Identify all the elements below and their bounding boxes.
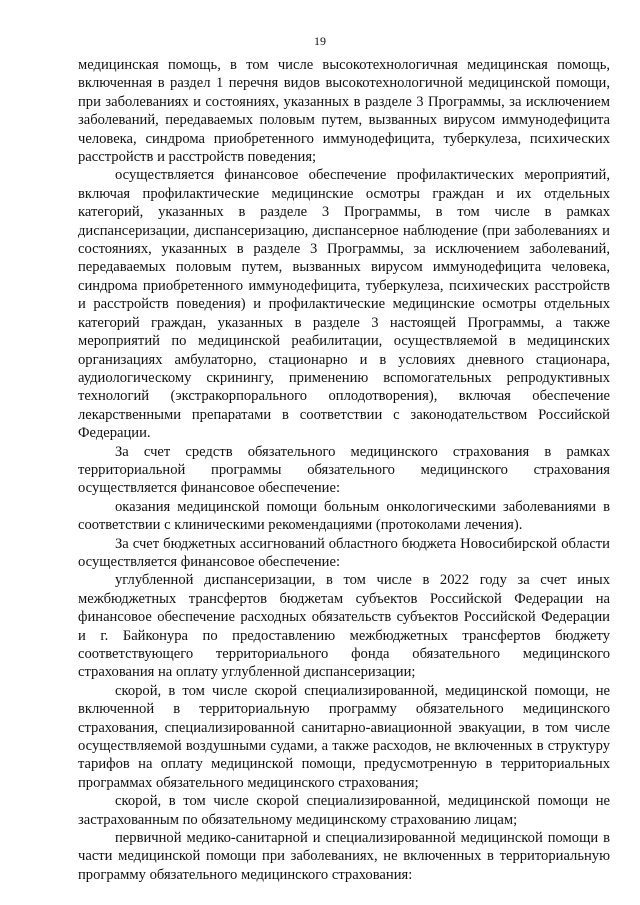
page-number: 19 — [314, 34, 326, 48]
paragraph: За счет бюджетных ассигнований областного бюджета Новосибирской области осуществляется финансовое обеспечение: — [78, 535, 610, 570]
paragraph: медицинская помощь, в том числе высокотехнологичная медицинская помощь, включенная в раздел 1 перечня видов высокотехнологичной медицинской помощи, при заболеваниях и состояниях, указанных в разделе 3 Программы, за исключением заболеваний, передаваемых половым путем, вызванных вирусом иммунодефицита человека, синдрома приобретенного иммунодефицита, туберкулеза, психических расстройств и расстройств поведения; — [78, 57, 610, 166]
paragraph: оказания медицинской помощи больным онкологическими заболеваниями в соответствии с клиническими рекомендациями (протоколами лечения). — [78, 498, 610, 534]
paragraph: осуществляется финансовое обеспечение профилактических мероприятий, включая профилактические медицинские осмотры граждан и их отдельных категорий, указанных в разделе 3 Программы, в том числе в рамках диспансеризации, диспансеризацию, диспансерное наблюдение (при заболеваниях и состояниях, указанных в разделе 3 Программы, за исключением заболеваний, передаваемых половым путем, вызванных вирусом иммунодефицита человека, синдрома приобретенного иммунодефицита, туберкулеза, психических расстройств и расстройств поведения) и профилактические медицинские осмотры отдельных категорий граждан, указанных в разделе 3 настоящей Программы, а также мероприятий по медицинской реабилитации, осуществляемой в медицинских организациях амбулаторно, стационарно и в условиях дневного стационара, аудиологическому скринингу, применению вспомогательных репродуктивных технологий (экстракорпорального оплодотворения), включая обеспечение лекарственными препаратами в соответствии с законодательством Российской Федерации. — [78, 167, 610, 442]
document-body — [78, 56, 610, 884]
paragraph: За счет средств обязательного медицинского страхования в рамках территориальной программы обязательного медицинского страхования осуществляется финансовое обеспечение: — [78, 443, 610, 497]
paragraph: скорой, в том числе скорой специализированной, медицинской помощи не застрахованным по обязательному медицинскому страхованию лицам; — [78, 793, 610, 828]
paragraph: углубленной диспансеризации, в том числе в 2022 году за счет иных межбюджетных трансфертов бюджетам субъектов Российской Федерации на финансовое обеспечение расходных обязательств субъектов Российской Федерации и г. Байконура по предоставлению межбюджетных трансфертов бюджету соответствующего территориального фонда обязательного медицинского страхования на оплату углубленной диспансеризации; — [78, 572, 610, 681]
paragraph: первичной медико-санитарной и специализированной медицинской помощи в части медицинской помощи при заболеваниях, не включенных в территориальную программу обязательного медицинского страхования: — [78, 830, 610, 883]
paragraph: скорой, в том числе скорой специализированной, медицинской помощи, не включенной в территориальную программу обязательного медицинского страхования, специализированной санитарно-авиационной эвакуации, в том числе осуществляемой воздушными судами, а также расходов, не включенных в структуру тарифов на оплату медицинской помощи, предусмотренную в территориальных программах обязательного медицинского страхования; — [78, 682, 610, 791]
